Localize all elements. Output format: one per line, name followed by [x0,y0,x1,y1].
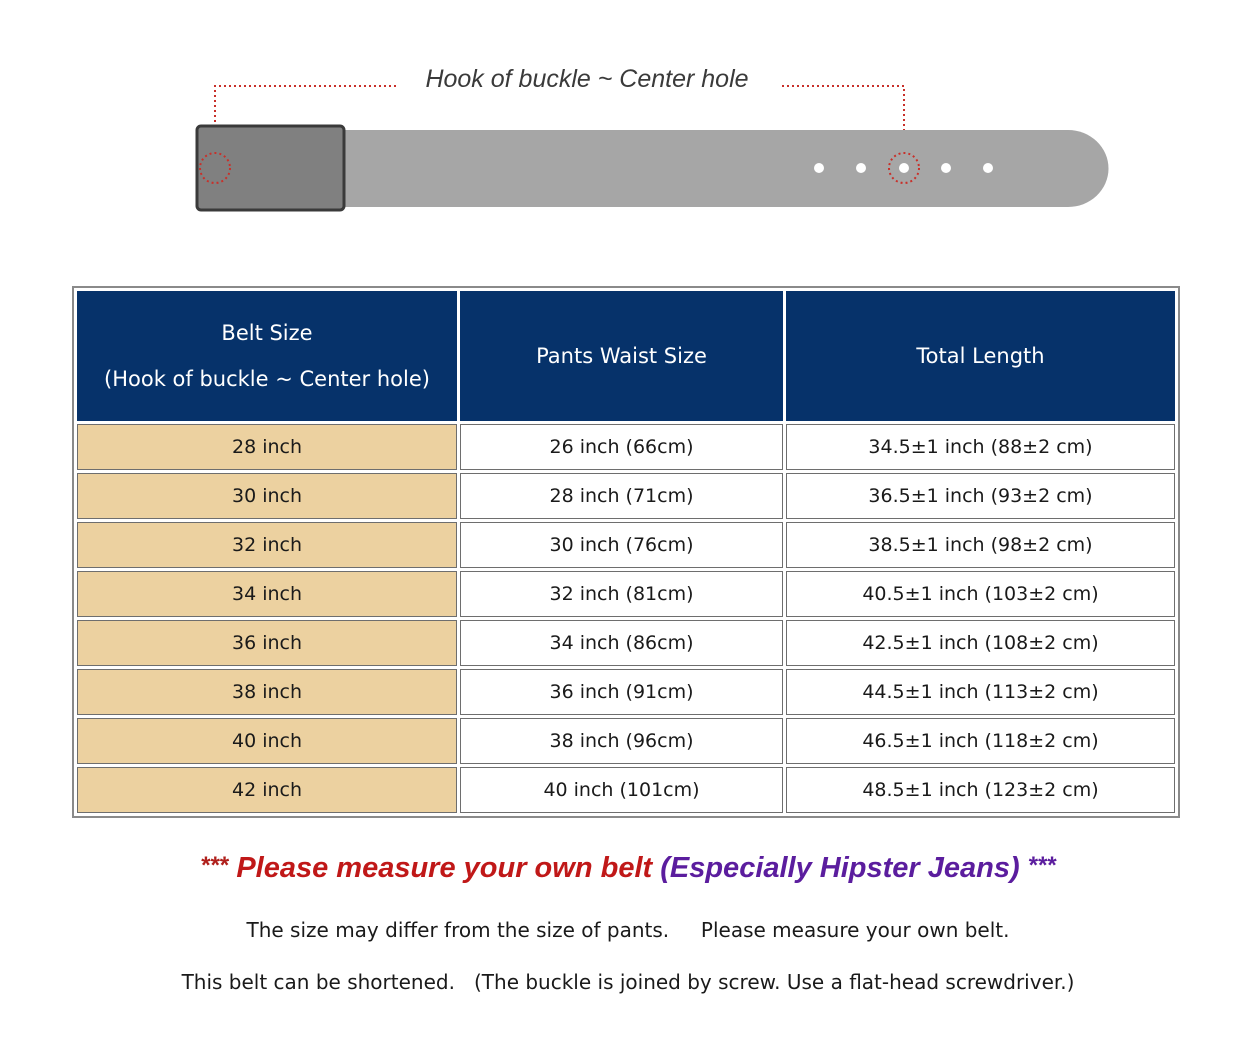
total-length-cell: 46.5±1 inch (118±2 cm) [786,718,1175,764]
warning-red-text: Please measure your own belt [236,852,653,884]
belt-size-cell: 38 inch [77,669,457,715]
waist-size-cell: 30 inch (76cm) [460,522,783,568]
waist-size-cell: 32 inch (81cm) [460,571,783,617]
waist-size-cell: 26 inch (66cm) [460,424,783,470]
total-length-cell: 48.5±1 inch (123±2 cm) [786,767,1175,813]
note-size-differ: The size may differ from the size of pants. Please measure your own belt. [246,918,1010,942]
belt-buckle [197,126,344,210]
table-row [77,522,1175,568]
table-row [77,620,1175,666]
table-row [77,571,1175,617]
belt-size-cell: 34 inch [77,571,457,617]
measure-warning [0,852,1256,885]
header-total-length: Total Length [786,291,1175,421]
center-hole [899,163,909,173]
size-table [72,286,1180,818]
belt-size-cell: 36 inch [77,620,457,666]
belt-hole [941,163,951,173]
belt-diagram [0,0,1256,240]
table-row [77,669,1175,715]
header-pants-waist: Pants Waist Size [460,291,783,421]
total-length-cell: 42.5±1 inch (108±2 cm) [786,620,1175,666]
header-belt-size-title: Belt Size [221,321,313,345]
table-row [77,473,1175,519]
header-belt-size-subtitle: (Hook of buckle ~ Center hole) [104,367,430,391]
waist-size-cell: 38 inch (96cm) [460,718,783,764]
table-row [77,767,1175,813]
belt-hole [856,163,866,173]
belt-size-cell: 42 inch [77,767,457,813]
waist-size-cell: 40 inch (101cm) [460,767,783,813]
total-length-cell: 36.5±1 inch (93±2 cm) [786,473,1175,519]
table-header-row [77,291,1175,421]
belt-strap [340,130,1109,207]
diagram-title: Hook of buckle ~ Center hole [425,65,749,93]
waist-size-cell: 28 inch (71cm) [460,473,783,519]
belt-hole [814,163,824,173]
total-length-cell: 38.5±1 inch (98±2 cm) [786,522,1175,568]
belt-size-cell: 28 inch [77,424,457,470]
table-row [77,718,1175,764]
total-length-cell: 44.5±1 inch (113±2 cm) [786,669,1175,715]
waist-size-cell: 34 inch (86cm) [460,620,783,666]
note-shorten-belt: This belt can be shortened. (The buckle is joined by screw. Use a flat-head screwdriver.) [181,970,1075,994]
table-row [77,424,1175,470]
total-length-cell: 34.5±1 inch (88±2 cm) [786,424,1175,470]
warning-stars-left: *** [200,852,229,879]
warning-stars-right: *** [1027,852,1056,879]
waist-size-cell: 36 inch (91cm) [460,669,783,715]
total-length-cell: 40.5±1 inch (103±2 cm) [786,571,1175,617]
belt-hole [983,163,993,173]
header-belt-size [77,291,457,421]
belt-size-cell: 30 inch [77,473,457,519]
belt-size-cell: 40 inch [77,718,457,764]
belt-size-cell: 32 inch [77,522,457,568]
warning-purple-text: (Especially Hipster Jeans) [660,852,1020,884]
